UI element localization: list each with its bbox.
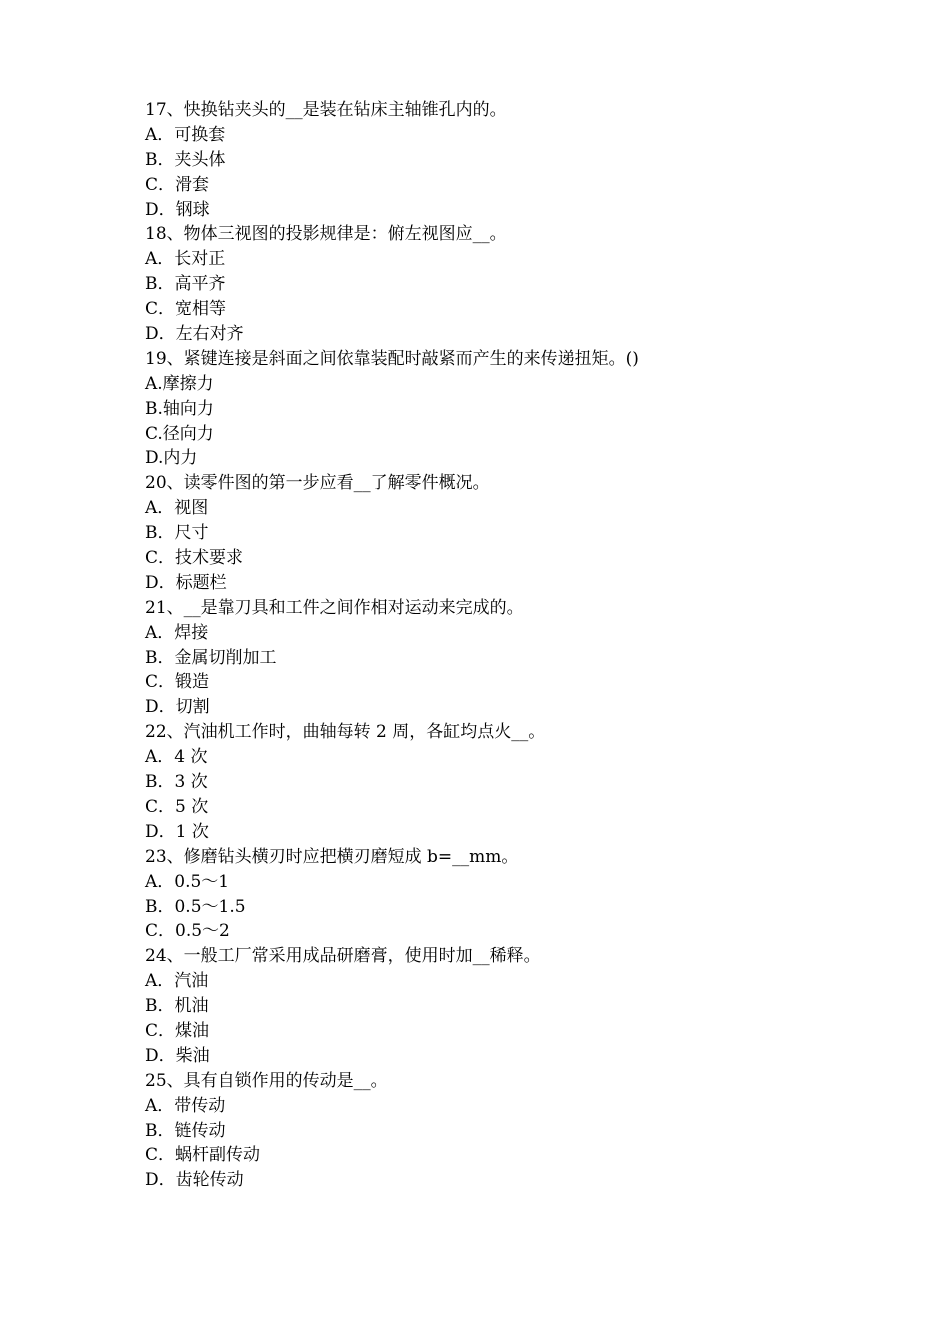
- option-b: B．链传动: [145, 1120, 226, 1141]
- question-stem: 25、具有自锁作用的传动是__。: [145, 1070, 388, 1091]
- question-stem: 21、__是靠刀具和工件之间作相对运动来完成的。: [145, 597, 524, 618]
- option-a: A．焊接: [145, 622, 209, 643]
- option-c: C．技术要求: [145, 548, 244, 569]
- option-b: B．金属切削加工: [145, 647, 277, 668]
- option-b: B．0.5～1.5: [145, 896, 246, 917]
- option-d: D．1 次: [145, 821, 209, 842]
- question-stem: 20、读零件图的第一步应看__了解零件概况。: [145, 473, 490, 494]
- option-a: A．长对正: [145, 249, 226, 270]
- option-d: D．钢球: [145, 199, 210, 220]
- option-b: B．尺寸: [145, 523, 209, 544]
- question-stem: 18、物体三视图的投影规律是：俯左视图应__。: [145, 224, 507, 245]
- question-23: [145, 845, 865, 945]
- option-d: D．切割: [145, 697, 210, 718]
- question-stem: 22、汽油机工作时，曲轴每转 2 周，各缸均点火__。: [145, 722, 546, 743]
- question-19: [145, 347, 865, 471]
- option-b: B．高平齐: [145, 274, 226, 295]
- option-a: A．带传动: [145, 1095, 226, 1116]
- question-21: [145, 596, 865, 720]
- question-17: [145, 98, 865, 222]
- option-d: D.内力: [145, 448, 198, 469]
- question-stem: 19、紧键连接是斜面之间依靠装配时敲紧而产生的来传递扭矩。(): [145, 348, 639, 369]
- option-c: C．0.5～2: [145, 921, 230, 942]
- option-a: A．0.5～1: [145, 871, 230, 892]
- document-page: [145, 98, 865, 1193]
- option-d: D．柴油: [145, 1045, 210, 1066]
- option-d: D．标题栏: [145, 572, 227, 593]
- option-c: C．锻造: [145, 672, 210, 693]
- option-c: C．蜗杆副传动: [145, 1145, 261, 1166]
- option-a: A．4 次: [145, 747, 208, 768]
- question-25: [145, 1069, 865, 1193]
- question-20: [145, 471, 865, 595]
- option-a: A．可换套: [145, 124, 226, 145]
- option-c: C．宽相等: [145, 299, 227, 320]
- option-d: D．齿轮传动: [145, 1170, 244, 1191]
- option-c: C．滑套: [145, 174, 210, 195]
- option-d: D．左右对齐: [145, 324, 244, 345]
- option-b: B．机油: [145, 996, 209, 1017]
- option-a: A．汽油: [145, 971, 209, 992]
- option-b: B.轴向力: [145, 398, 214, 419]
- option-a: A.摩擦力: [145, 373, 214, 394]
- question-24: [145, 944, 865, 1068]
- option-a: A．视图: [145, 498, 209, 519]
- option-b: B．3 次: [145, 772, 208, 793]
- option-c: C．煤油: [145, 1020, 210, 1041]
- question-18: [145, 222, 865, 346]
- question-stem: 23、修磨钻头横刃时应把横刃磨短成 b=__mm。: [145, 846, 519, 867]
- question-stem: 17、快换钻夹头的__是装在钻床主轴锥孔内的。: [145, 100, 507, 120]
- option-b: B．夹头体: [145, 149, 226, 170]
- option-c: C．5 次: [145, 796, 209, 817]
- option-c: C.径向力: [145, 423, 214, 444]
- question-22: [145, 720, 865, 844]
- question-stem: 24、一般工厂常采用成品研磨膏，使用时加__稀释。: [145, 946, 541, 967]
